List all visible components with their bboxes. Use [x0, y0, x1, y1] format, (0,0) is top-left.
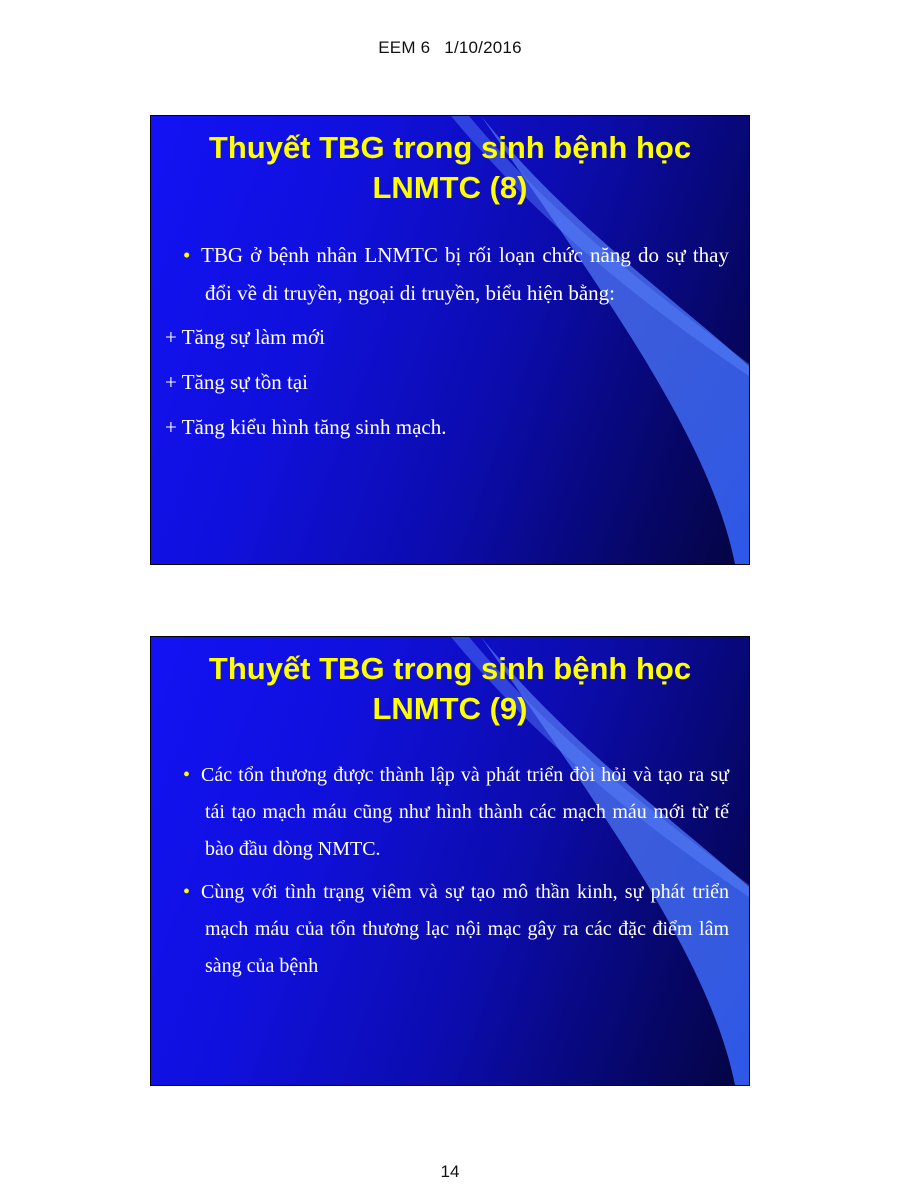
- bullet-item: [165, 874, 729, 985]
- slide-body: [165, 236, 729, 453]
- bullet-dot-icon: •: [183, 881, 191, 903]
- list-item: + Tăng sự làm mới: [165, 325, 325, 349]
- slide-title: [151, 649, 749, 729]
- slide-title-line-1: Thuyết TBG trong sinh bệnh học: [208, 651, 692, 686]
- bullet-item: [165, 757, 729, 868]
- slide-title-line-2: LNMTC (9): [372, 691, 528, 726]
- bullet-dot-icon: •: [183, 764, 191, 786]
- slide-body: [165, 757, 729, 991]
- bullet-dot-icon: •: [183, 243, 191, 267]
- list-item: + Tăng sự tồn tại: [165, 370, 308, 394]
- slide-8: [150, 115, 750, 565]
- bullet-text: Cùng với tình trạng viêm và sự tạo mô thần kinh, sự phát triển mạch máu của tổn thương lạc nội mạc gây ra các đặc điểm lâm sàng của bệnh: [201, 881, 729, 977]
- document-date: 1/10/2016: [444, 38, 522, 57]
- slide-title-line-2: LNMTC (8): [372, 170, 528, 205]
- list-item: + Tăng kiểu hình tăng sinh mạch.: [165, 415, 447, 439]
- page-header: [0, 38, 900, 58]
- slide-title: [151, 128, 749, 208]
- page-number: 14: [440, 1162, 460, 1181]
- bullet-text: Các tổn thương được thành lập và phát triển đòi hỏi và tạo ra sự tái tạo mạch máu cũng như hình thành các mạch máu mới từ tế bào đầu dòng NMTC.: [201, 764, 729, 860]
- document-code: EEM 6: [378, 38, 431, 57]
- slide-title-line-1: Thuyết TBG trong sinh bệnh học: [208, 130, 692, 165]
- bullet-text: TBG ở bệnh nhân LNMTC bị rối loạn chức năng do sự thay đổi về di truyền, ngoại di truyền, biểu hiện bằng:: [201, 243, 729, 305]
- slide-9: [150, 636, 750, 1086]
- bullet-item: [165, 236, 729, 312]
